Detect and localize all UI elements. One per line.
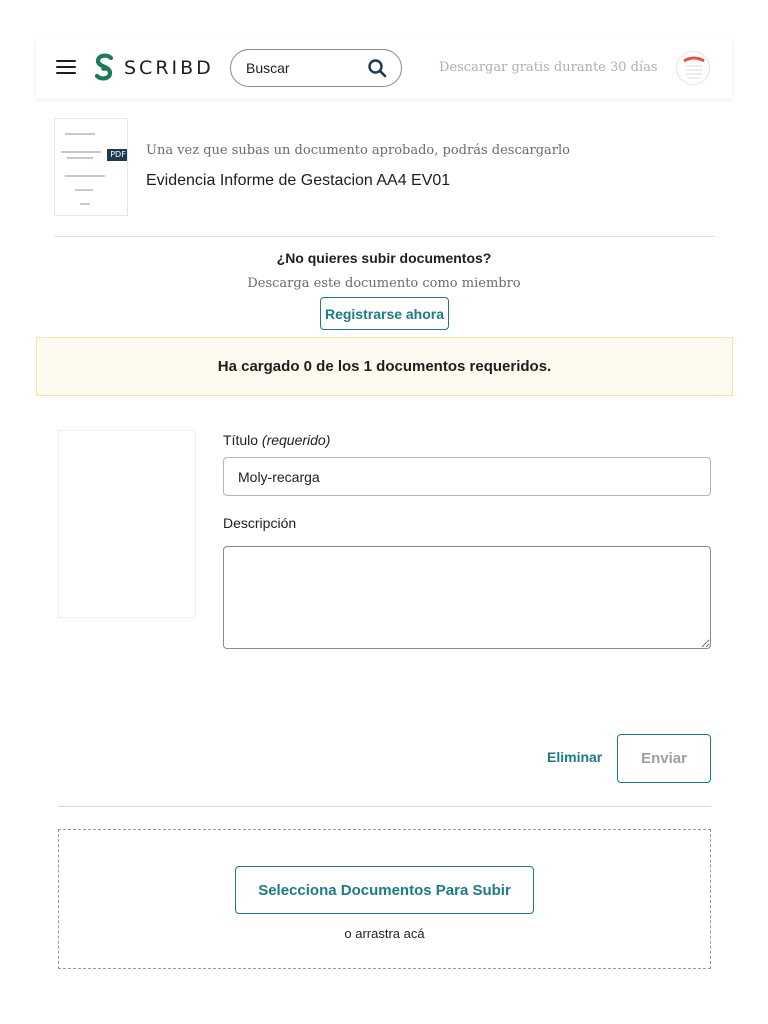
document-title: Evidencia Informe de Gestacion AA4 EV01 bbox=[146, 172, 451, 189]
description-textarea[interactable] bbox=[223, 546, 711, 649]
pdf-badge: PDF bbox=[107, 149, 128, 161]
top-navbar bbox=[36, 38, 732, 98]
delete-button[interactable]: Eliminar bbox=[547, 749, 603, 765]
upload-status-notice bbox=[36, 337, 733, 396]
divider bbox=[54, 236, 715, 237]
logo-wordmark: SCRIBD bbox=[124, 57, 214, 79]
register-now-button[interactable]: Registrarse ahora bbox=[320, 297, 449, 330]
title-field-label bbox=[223, 432, 330, 448]
title-label-text: Título bbox=[223, 432, 259, 448]
download-free-trial-link[interactable]: Descargar gratis durante 30 días bbox=[439, 60, 658, 75]
select-documents-button[interactable]: Selecciona Documentos Para Subir bbox=[235, 866, 534, 914]
search-input[interactable] bbox=[246, 60, 356, 76]
member-prompt-heading: ¿No quieres subir documentos? bbox=[276, 250, 492, 266]
user-avatar[interactable] bbox=[676, 51, 710, 85]
upload-preview-thumbnail bbox=[58, 430, 196, 618]
drag-here-text: o arrastra acá bbox=[344, 926, 425, 941]
download-hint-text: Una vez que subas un documento aprobado, podrás descargarlo bbox=[146, 143, 570, 158]
document-thumbnail bbox=[54, 118, 128, 216]
scribd-logo-icon bbox=[92, 52, 116, 84]
hamburger-menu-icon[interactable] bbox=[56, 60, 76, 76]
upload-status-text: Ha cargado 0 de los 1 documentos requeridos. bbox=[217, 358, 552, 375]
search-icon[interactable] bbox=[367, 58, 387, 78]
avatar-icon bbox=[677, 52, 710, 85]
title-input[interactable] bbox=[223, 457, 711, 496]
send-button[interactable]: Enviar bbox=[617, 734, 711, 783]
scribd-logo[interactable] bbox=[92, 52, 214, 84]
description-field-label: Descripción bbox=[223, 515, 297, 531]
title-required-text: (requerido) bbox=[261, 432, 331, 448]
divider bbox=[58, 806, 711, 807]
search-box[interactable] bbox=[230, 49, 402, 87]
member-prompt-subtext: Descarga este documento como miembro bbox=[247, 276, 521, 291]
file-dropzone[interactable] bbox=[58, 829, 711, 969]
